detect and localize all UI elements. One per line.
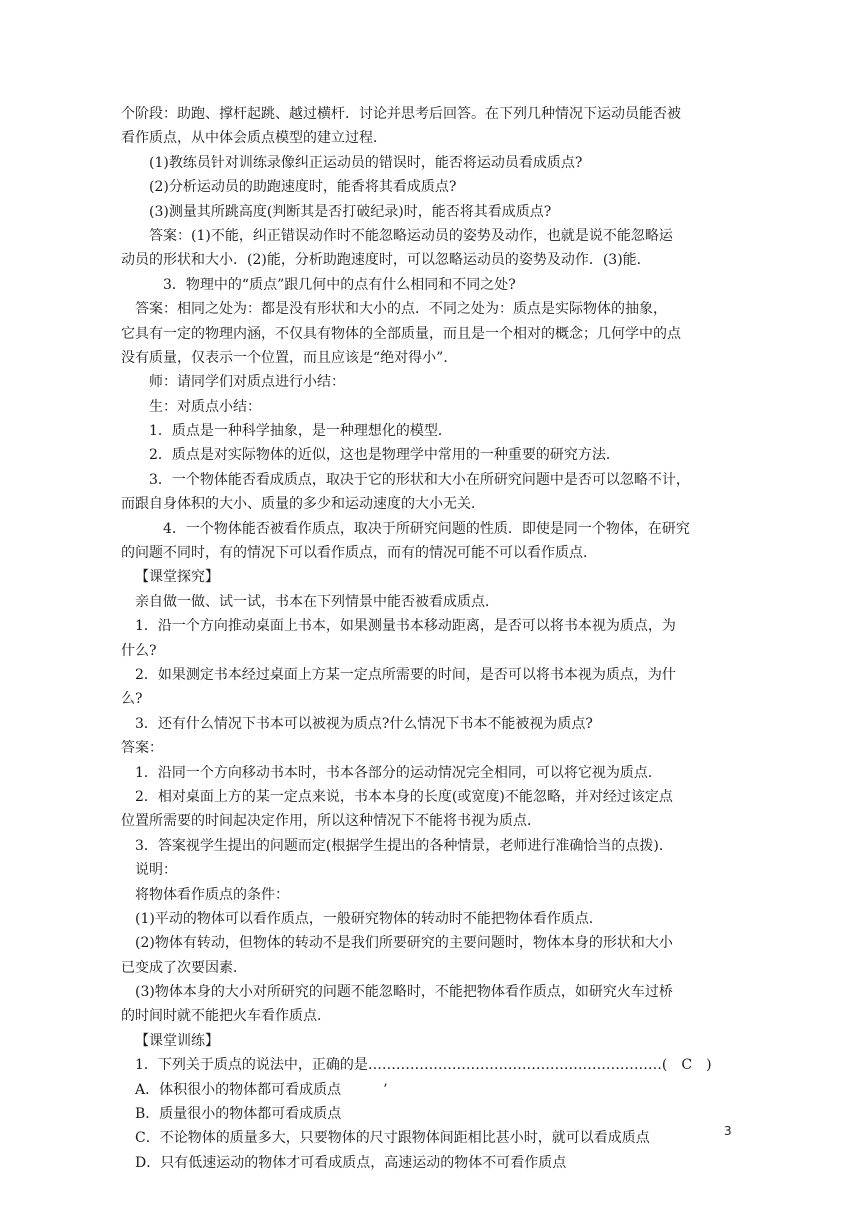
text-line: (2)物体有转动，但物体的转动不是我们所要研究的主要问题时，物体本身的形状和大小	[135, 935, 673, 952]
text-line: 3．一个物体能否看成质点，取决于它的形状和大小在所研究问题中是否可以忽略不计，	[149, 471, 690, 488]
text-line: 的问题不同时，有的情况下可以看作质点，而有的情况可能不可以看作质点．	[121, 545, 597, 562]
text-line: 说明：	[135, 862, 177, 879]
text-line: (1)平动的物体可以看作质点，一般研究物体的转动时不能把物体看作质点．	[135, 910, 603, 927]
text-line: 1．质点是一种科学抽象，是一种理想化的模型．	[149, 423, 452, 440]
text-line: (3)测量其所跳高度(判断其是否打破纪录)时，能否将其看成质点?	[149, 203, 552, 220]
text-line: 么?	[121, 691, 143, 708]
text-line: 已变成了次要因素．	[121, 959, 247, 976]
text-line: 答案：	[121, 740, 163, 757]
text-line: 什么?	[121, 642, 157, 659]
text-line: 1．下列关于质点的说法中，正确的是………………………………………………………( C )	[135, 1057, 712, 1074]
text-line: C．不论物体的质量多大，只要物体的尺寸跟物体间距相比甚小时，就可以看成质点	[135, 1130, 650, 1147]
page-number: 3	[724, 1124, 732, 1138]
text-line: 师：请同学们对质点进行小结：	[149, 374, 345, 391]
text-line: 2．质点是对实际物体的近似，这也是物理学中常用的一种重要的研究方法．	[149, 447, 620, 464]
text-line: 的时间时就不能把火车看作质点．	[121, 1008, 331, 1025]
text-line: 4．一个物体能否被看作质点，取决于所研究问题的性质．即使是同一个物体，在研究	[163, 520, 690, 537]
text-line: 1．沿同一个方向移动书本时，书本各部分的运动情况完全相同，可以将它视为质点．	[135, 764, 662, 781]
text-line: 2．如果测定书本经过桌面上方某一定点所需要的时间，是否可以将书本视为质点，为什	[135, 666, 676, 683]
text-line: 生：对质点小结：	[149, 398, 261, 415]
text-line: 答案：相同之处为：都是没有形状和大小的点．不同之处为：质点是实际物体的抽象，	[135, 301, 667, 318]
text-line: (1)教练员针对训练录像纠正运动员的错误时，能否将运动员看成质点?	[149, 154, 583, 171]
text-line: 个阶段：助跑、撑杆起跳、越过横杆．讨论并思考后回答。在下列几种情况下运动员能否被	[121, 106, 681, 122]
text-line: 【课堂训练】	[135, 1032, 219, 1049]
text-line: 将物体看作质点的条件：	[135, 886, 289, 903]
text-line: 亲自做一做、试一试，书本在下列情景中能否被看成质点．	[135, 593, 499, 610]
page-body	[121, 102, 741, 1175]
text-line: (2)分析运动员的助跑速度时，能香将其看成质点?	[149, 179, 457, 196]
text-line: 3．还有什么情况下书本可以被视为质点?什么情况下书本不能被视为质点?	[135, 715, 593, 732]
text-line: 没有质量，仅表示一个位置，而且应该是“绝对得小”．	[121, 349, 458, 366]
text-line: D．只有低速运动的物体才可看成质点，高速运动的物体不可看作质点	[135, 1154, 567, 1171]
text-line: A．体积很小的物体都可看成质点 ’	[135, 1081, 388, 1098]
text-line: 3．物理中的“质点”跟几何中的点有什么相同和不同之处?	[163, 276, 516, 293]
text-line: 【课堂探究】	[135, 569, 219, 586]
text-line: 3．答案视学生提出的问题而定(根据学生提出的各种情景，老师进行准确恰当的点拨)．	[135, 837, 673, 854]
text-line: B．质量很小的物体都可看成质点	[135, 1106, 342, 1123]
text-line: 看作质点，从中体会质点模型的建立过程．	[121, 130, 387, 147]
text-line: 位置所需要的时间起决定作用，所以这种情况下不能将书视为质点．	[121, 813, 541, 830]
text-line: 它具有一定的物理内涵，不仅具有物体的全部质量，而且是一个相对的概念；几何学中的点	[121, 325, 681, 342]
text-line: 答案：(1)不能，纠正错误动作时不能忽略运动员的姿势及动作，也就是说不能忽略运	[149, 227, 673, 244]
text-line: 2．相对桌面上方的某一定点来说，书本本身的长度(或宽度)不能忽略，并对经过该定点	[135, 788, 673, 805]
text-line: 而跟自身体积的大小、质量的多少和运动速度的大小无关．	[121, 496, 485, 513]
text-line: (3)物体本身的大小对所研究的问题不能忽略时，不能把物体看作质点，如研究火车过桥	[135, 984, 673, 1001]
text-line: 1．沿一个方向推动桌面上书本，如果测量书本移动距离，是否可以将书本视为质点，为	[135, 618, 676, 635]
text-line: 动员的形状和大小．(2)能，分析助跑速度时，可以忽略运动员的姿势及动作．(3)能．	[121, 252, 651, 269]
